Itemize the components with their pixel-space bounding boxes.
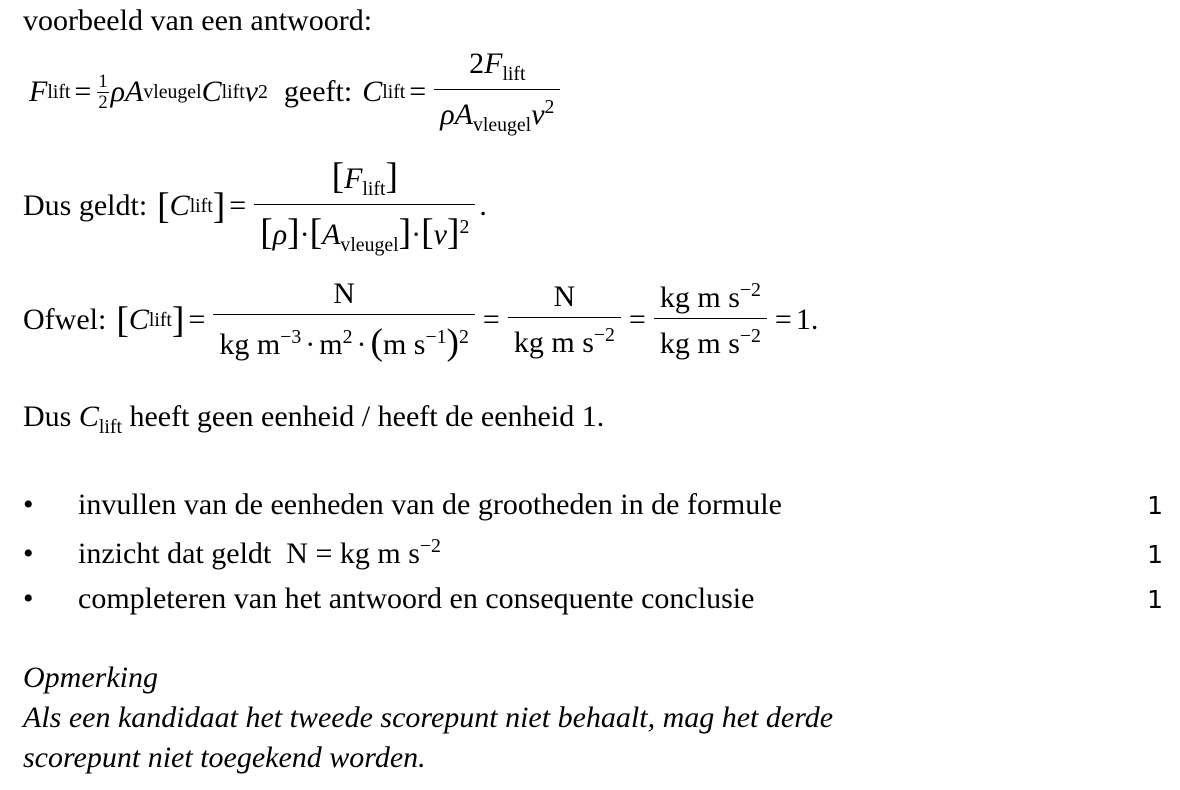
score-points: 1 xyxy=(1147,539,1163,569)
half-fraction: $\frac{1}{2}$ xyxy=(98,70,108,113)
units-bracket-fraction: $\frac{[F_{lift}]}{[\rho]\cdot[A_{vleugel}]\cdot[v]^2}$ xyxy=(254,155,475,257)
scoring-item-2: • inzicht dat geldt N = kg m $s^{-2}$ 1 xyxy=(23,535,1163,570)
units-fraction-2: $\frac{N}{kg m s^{-2}}$ xyxy=(508,280,621,360)
equation-units-brackets: Dus geldt: [ C lift ] = $\frac{[F_{lift}]}{[\rho]\cdot[A_{vleugel}]\cdot[v]^2}$ . xyxy=(23,156,487,256)
conclusion-text: Dus $C_{lift}$ heeft geen eenheid / heeft de eenheid 1. xyxy=(23,400,605,438)
geeft-label: geeft: xyxy=(283,75,353,108)
lift-coefficient-fraction: $\frac{2F_{lift}}{\rho A_{vleugel}v^2}$ xyxy=(434,47,560,137)
note-line-2: scorepunt niet toegekend worden. xyxy=(23,741,426,774)
equation-units-evaluation: Ofwel: [ C lift ] = $\frac{N}{kg m^{-3} \cdot m^2 \cdot (m s^{-1})^2}$ = $\frac{N}{kg m s^{-2}}$ = $\frac{kg m s^{-2}}{kg m s^{-2}}$ = 1. xyxy=(23,276,819,363)
bullet-icon: • xyxy=(23,536,34,570)
bullet-icon: • xyxy=(23,582,34,615)
intro-text: voorbeeld van een antwoord: xyxy=(23,4,373,37)
bullet-icon: • xyxy=(23,488,34,521)
score-points: 1 xyxy=(1147,585,1163,614)
scoring-item-1: • invullen van de eenheden van de grootheden in de formule 1 xyxy=(23,488,1163,521)
units-fraction-3: $\frac{kg m s^{-2}}{kg m s^{-2}}$ xyxy=(654,279,767,361)
note-title: Opmerking xyxy=(23,661,158,694)
note-line-1: Als een kandidaat het tweede scorepunt niet behaalt, mag het derde xyxy=(23,701,834,734)
score-points: 1 xyxy=(1147,491,1163,520)
units-fraction-1: $\frac{N}{kg m^{-3} \cdot m^2 \cdot (m s^{-1})^2}$ xyxy=(213,277,475,364)
scoring-item-3: • completeren van het antwoord en consequente conclusie 1 xyxy=(23,582,1163,615)
equation-lift-force: F lift = $\frac{1}{2}$ ρ A vleugel C lift v 2 geeft: C lift = $\frac{2F_{lift}}{\rho A_{vleugel}v^2}$ xyxy=(23,42,564,142)
